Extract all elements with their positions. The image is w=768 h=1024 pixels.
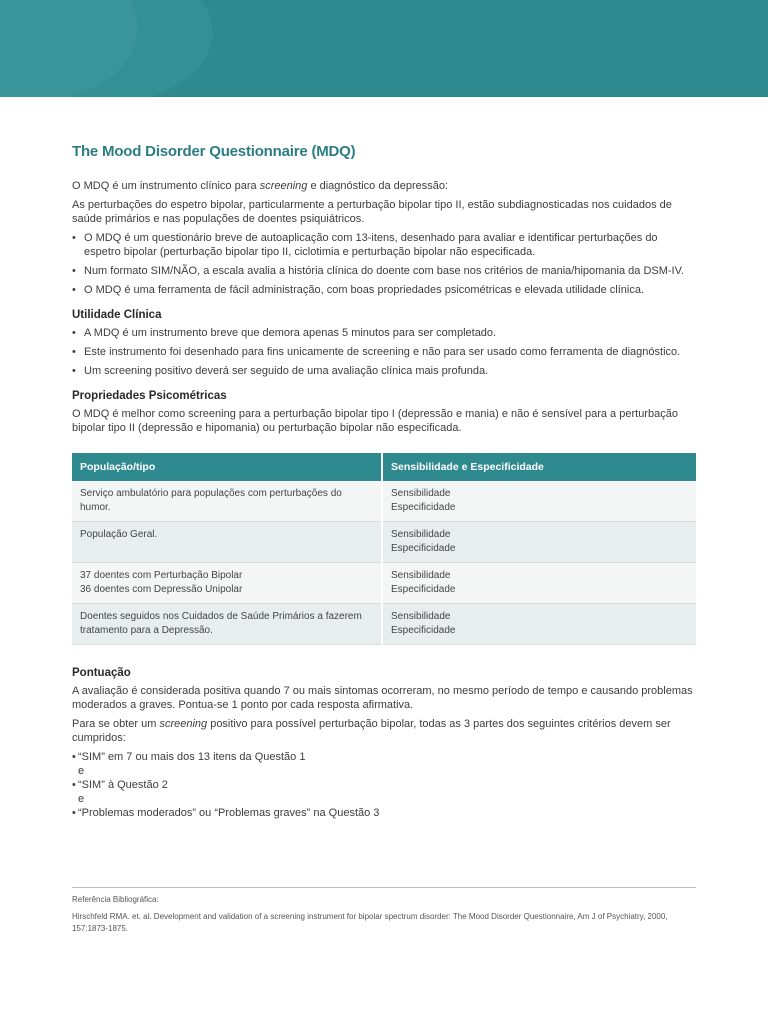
table-cell-values: Sensibilidade Especificidade [382, 604, 696, 645]
list-item: • “SIM” em 7 ou mais dos 13 itens da Questão 1 [72, 751, 306, 763]
page-title: The Mood Disorder Questionnaire (MDQ) [72, 143, 356, 160]
list-item: • Este instrumento foi desenhado para fins unicamente de screening e não para ser usado como ferramenta de diagnóstico. [72, 346, 681, 358]
clinical-utility-section [72, 309, 696, 378]
table-row [72, 604, 696, 645]
table-cell-population: 37 doentes com Perturbação Bipolar 36 doentes com Depressão Unipolar [72, 563, 382, 604]
header-band [0, 0, 768, 97]
list-item: • “SIM” à Questão 2 [72, 779, 168, 791]
sensitivity-table [72, 453, 696, 645]
list-item: • A MDQ é um instrumento breve que demora apenas 5 minutos para ser completado. [72, 327, 497, 339]
main-content [72, 143, 696, 820]
criteria-list [72, 750, 696, 820]
scoring-paragraph-2: Para se obter um screening positivo para possível perturbação bipolar, todas as 3 partes dos seguintes critérios devem ser cumpridos: [72, 718, 671, 744]
list-item: • “Problemas moderados” ou “Problemas graves” na Questão 3 [72, 807, 380, 819]
scoring-paragraph-1: A avaliação é considerada positiva quando 7 ou mais sintomas ocorreram, no mesmo período de tempo e causando problemas moderados a graves. Pontua-se 1 ponto por cada resposta afirmativa. [72, 685, 693, 711]
table-cell-values: Sensibilidade Especificidade [382, 563, 696, 604]
clinical-utility-list [72, 326, 696, 378]
reference-section [72, 887, 696, 940]
table-header-sensitivity: Sensibilidade e Especificidade [382, 453, 696, 481]
section-heading: Propriedades Psicométricas [72, 390, 227, 402]
table-row [72, 481, 696, 522]
and-connector: e [78, 793, 85, 805]
header-decoration [0, 0, 768, 97]
and-connector: e [78, 765, 85, 777]
section-heading: Pontuação [72, 667, 131, 679]
list-item: • O MDQ é um questionário breve de autoaplicação com 13-itens, desenhado para avaliar e identificar perturbações do espetro bipolar (perturbação bipolar tipo II, ciclotimia e perturbação bipolar não especificada. [72, 232, 658, 258]
table-row [72, 522, 696, 563]
table-header-population: População/tipo [72, 453, 382, 481]
intro-paragraph-2: As perturbações do espetro bipolar, particularmente a perturbação bipolar tipo II, estão subdiagnosticadas nos cuidados de saúde primários e nas populações de doentes psiquiátricos. [72, 199, 672, 225]
section-heading: Utilidade Clínica [72, 309, 162, 321]
list-item: • Um screening positivo deverá ser seguido de uma avaliação clínica mais profunda. [72, 365, 489, 377]
psychometric-section [72, 390, 696, 435]
scoring-section [72, 667, 696, 820]
table-cell-values: Sensibilidade Especificidade [382, 481, 696, 522]
table-cell-population: Doentes seguidos nos Cuidados de Saúde Primários a fazerem tratamento para a Depressão. [72, 604, 382, 645]
table-cell-values: Sensibilidade Especificidade [382, 522, 696, 563]
list-item: • O MDQ é uma ferramenta de fácil administração, com boas propriedades psicométricas e elevada utilidade clínica. [72, 284, 645, 296]
intro-bullet-list [72, 231, 696, 297]
reference-text: Hirschfeld RMA. et. al. Development and validation of a screening instrument for bipolar spectrum disorder: The Mood Disorder Questionnaire, Am J of Psychiatry, 2000, 157:1873-1875. [72, 912, 668, 933]
table-row [72, 563, 696, 604]
list-item: • Num formato SIM/NÃO, a escala avalia a história clínica do doente com base nos critérios de mania/hipomania da DSM-IV. [72, 265, 684, 277]
intro-paragraph-1: O MDQ é um instrumento clínico para screening e diagnóstico da depressão: [72, 180, 449, 192]
table-cell-population: Serviço ambulatório para populações com perturbações do humor. [72, 481, 382, 522]
psychometric-text: O MDQ é melhor como screening para a perturbação bipolar tipo I (depressão e mania) e não é sensível para a perturbação bipolar tipo II (depressão e hipomania) ou perturbação bipolar não especificada. [72, 408, 678, 434]
reference-label: Referência Bibliográfica: [72, 895, 159, 904]
table-header-row [72, 453, 696, 481]
table-cell-population: População Geral. [72, 522, 382, 563]
